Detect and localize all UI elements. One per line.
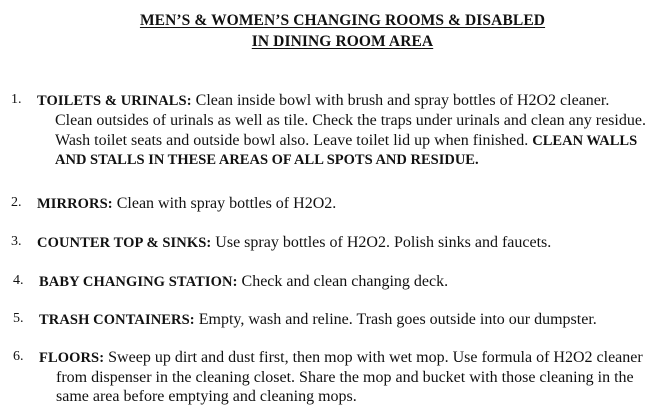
- item-text: Empty, wash and reline. Trash goes outside into our dumpster.: [198, 311, 597, 328]
- item-heading: FLOORS:: [39, 350, 105, 366]
- document-title-line-1: MEN’S & WOMEN’S CHANGING ROOMS & DISABLED: [139, 12, 546, 29]
- item-text: from dispenser in the cleaning closet. Share the mop and bucket with those cleaning in the: [56, 369, 634, 386]
- item-text: Wash toilet seats and outside bowl also. Leave toilet lid up when finished.: [55, 132, 529, 149]
- item-number: 6.: [13, 349, 24, 364]
- item-line: [55, 132, 637, 150]
- item-line: [39, 349, 643, 367]
- item-number: 1.: [11, 92, 22, 107]
- item-heading: TRASH CONTAINERS:: [39, 312, 195, 328]
- item-line: [37, 195, 336, 213]
- item-text: Check and clean changing deck.: [241, 273, 449, 290]
- item-line: [39, 311, 597, 329]
- item-text: same area before emptying and cleaning mops.: [56, 388, 357, 405]
- item-number: 3.: [11, 234, 22, 249]
- item-text: Clean inside bowl with brush and spray bottles of H2O2 cleaner.: [195, 92, 610, 109]
- item-number: 4.: [13, 273, 24, 288]
- item-heading: TOILETS & URINALS:: [37, 93, 192, 109]
- item-line: [39, 273, 448, 291]
- item-text: Clean outsides of urinals as well as tile. Check the traps under urinals and clean any residue.: [55, 112, 646, 129]
- item-text: Use spray bottles of H2O2. Polish sinks and faucets.: [215, 234, 552, 251]
- item-heading: COUNTER TOP & SINKS:: [37, 235, 212, 251]
- item-emphasis: AND STALLS IN THESE AREAS OF ALL SPOTS AND RESIDUE.: [55, 152, 479, 168]
- item-text: Sweep up dirt and dust first, then mop with wet mop. Use formula of H2O2 cleaner: [108, 349, 643, 366]
- item-line: [37, 234, 551, 252]
- item-text: Clean with spray bottles of H2O2.: [116, 195, 337, 212]
- document-title-line-2: IN DINING ROOM AREA: [251, 33, 434, 50]
- item-number: 2.: [11, 195, 22, 210]
- item-heading: BABY CHANGING STATION:: [39, 274, 238, 290]
- item-heading: MIRRORS:: [37, 196, 113, 212]
- item-number: 5.: [13, 311, 24, 326]
- item-emphasis: CLEAN WALLS: [532, 133, 638, 149]
- item-line: [37, 92, 609, 110]
